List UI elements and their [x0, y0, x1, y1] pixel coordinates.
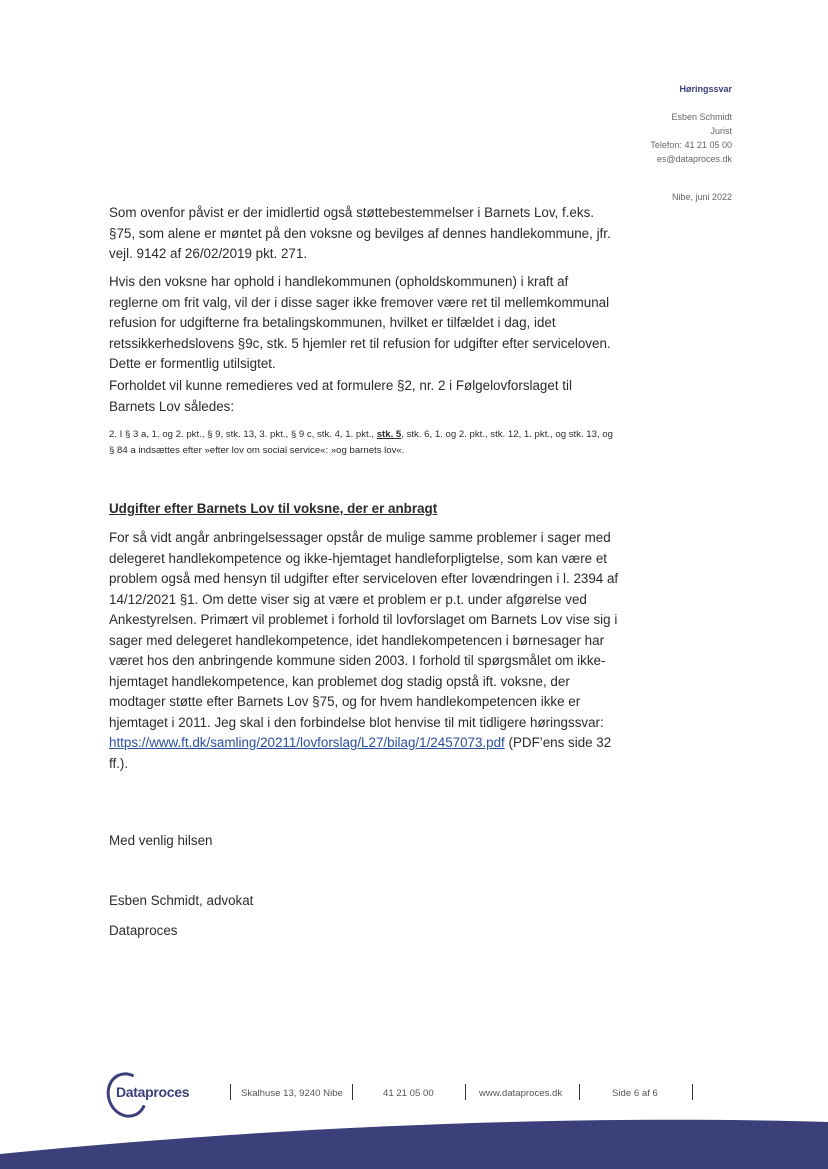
author-email: es@dataproces.dk: [656, 154, 732, 164]
amendment-highlight: stk. 5: [376, 429, 402, 440]
footer-separator: [352, 1084, 353, 1100]
footer-website[interactable]: www.dataproces.dk: [479, 1088, 563, 1099]
logo-wordmark: Dataproces: [116, 1084, 190, 1100]
footer-page-number: Side 6 af 6: [612, 1088, 658, 1099]
footer-address: Skalhuse 13, 9240 Nibe: [241, 1088, 343, 1099]
signer-name: Esben Schmidt, advokat: [109, 893, 254, 908]
footer-separator: [230, 1084, 231, 1100]
paragraph-remedy: Forholdet vil kunne remedieres ved at formulere §2, nr. 2 i Følgelovforslaget til Barnets Lov således:: [109, 378, 572, 414]
footer-separator: [465, 1084, 466, 1100]
author-name: Esben Schmidt: [671, 112, 732, 122]
paragraph-refusion: Hvis den voksne har ophold i handlekommunen (opholdskommunen) i kraft af reglerne om frit valg, vil der i disse sager ikke fremover være ret til mellemkommunal refusion for udgifterne fra betalingskommunen, hvilket er tilfældet i dag, idet retssikkerhedslovens §9c, stk. 5 hjemler ret til refusion for udgifter efter serviceloven. Dette er formentlig utilsigtet.: [109, 274, 611, 371]
place-date: Nibe, juni 2022: [671, 192, 732, 202]
paragraph-law-amendment: [109, 427, 619, 459]
footer-separator: [692, 1084, 693, 1100]
author-contact-block: [650, 110, 732, 166]
section-heading: Udgifter efter Barnets Lov til voksne, der er anbragt: [109, 501, 438, 516]
document-type-title: Høringssvar: [679, 84, 732, 94]
placement-text-end: (PDF’ens side 32 ff.).: [109, 735, 612, 771]
closing-greeting: Med venlig hilsen: [109, 833, 213, 848]
footer-wave-decoration: [0, 1108, 828, 1169]
paragraph-support-provisions: Som ovenfor påvist er der imidlertid også støttebestemmelser i Barnets Lov, f.eks. §75, som alene er møntet på den voksne og bevilges af dennes handlekommune, jfr. vejl. 9142 af 26/02/2019 pkt. 271.: [109, 205, 611, 261]
footer-phone: 41 21 05 00: [383, 1088, 434, 1099]
author-phone: Telefon: 41 21 05 00: [650, 140, 732, 150]
author-role: Jurist: [710, 126, 732, 136]
paragraph-placement-cases: [109, 528, 619, 774]
footer-separator: [579, 1084, 580, 1100]
amendment-text-end: , stk. 6, 1. og 2. pkt., stk. 12, 1. pkt., og stk. 13, og § 84 a indsættes efter »efter lov om social service«: »og barnets lov«.: [109, 429, 613, 456]
signer-company: Dataproces: [109, 923, 178, 938]
amendment-text-start: 2. I § 3 a, 1. og 2. pkt., § 9, stk. 13, 3. pkt., § 9 c, stk. 4, 1. pkt.,: [109, 429, 377, 440]
placement-text: For så vidt angår anbringelsessager opstår de mulige samme problemer i sager med delegeret handlekompetence og ikke-hjemtaget handleforpligtelse, som kan være et problem også med hensyn til udgifter efter serviceloven efter lovændringen i l. 2394 af 14/12/2021 §1. Om dette viser sig at være et problem er p.t. under afgørelse ved Ankestyrelsen. Primært vil problemet i forhold til lovforslaget om Barnets Lov vise sig i sager med delegeret handlekompetence, idet handlekompetencen i børnesager har været hos den anbringende kommune siden 2003. I forhold til spørgsmålet om ikke-hjemtaget handlekompetence, kan problemet dog stadig opstå ift. voksne, der modtager støtte efter Barnets Lov §75, og for hvem handlekompetencen ikke er hjemtaget i 2011. Jeg skal i den forbindelse blot henvise til mit tidligere høringssvar:: [109, 530, 619, 730]
hearing-response-link[interactable]: https://www.ft.dk/samling/20211/lovforslag/L27/bilag/1/2457073.pdf: [109, 735, 505, 750]
